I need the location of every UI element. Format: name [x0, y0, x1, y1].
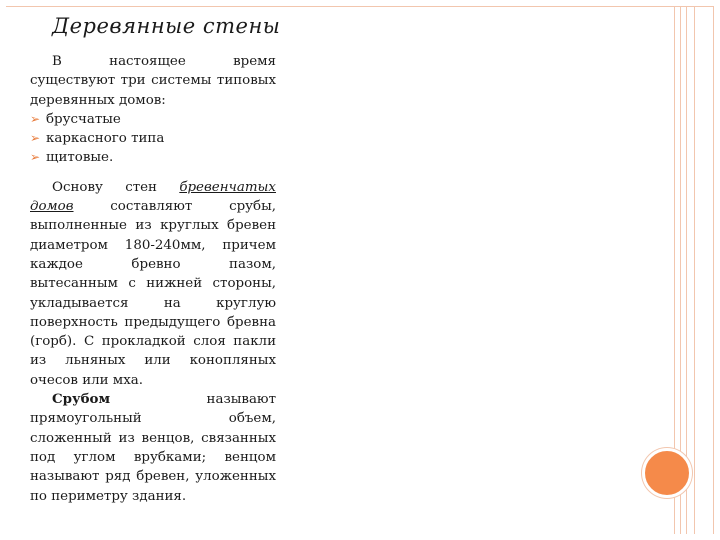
paragraph-text: называют прямоугольный объем, сложенный из венцов, связанных под углом врубками; венцом называют ряд бревен, уложенных по периметру здания.: [30, 392, 276, 504]
list-item: [30, 148, 276, 167]
bullet-list: [30, 110, 276, 168]
log-houses-link[interactable]: бревенчатых домов: [30, 179, 276, 215]
srub-paragraph: [30, 390, 276, 506]
paragraph-text: Основу стен: [52, 179, 180, 195]
list-item: [30, 110, 276, 129]
decorative-line: [686, 7, 687, 534]
log-houses-paragraph: [30, 178, 276, 390]
decorative-line: [694, 7, 695, 534]
list-item-label: каркасного типа: [46, 131, 165, 147]
arrowhead-bullet-icon: ➢: [30, 111, 41, 126]
slide-title: Деревянные стены: [52, 14, 281, 38]
list-item-label: щитовые.: [46, 150, 114, 166]
list-item: [30, 129, 276, 148]
paragraph-text: составляют срубы, выполненные из круглых бревен диаметром 180-240мм, причем каждое бревно пазом, вытесанным с нижней стороны, укладывается на круглую поверхность предыдущего бревна (горб). С прокладкой слоя пакли из льняных или конопляных очесов или мха.: [30, 199, 276, 388]
arrowhead-bullet-icon: ➢: [30, 131, 41, 146]
bold-term: Срубом: [52, 391, 111, 408]
decorative-circle: [642, 448, 692, 498]
intro-paragraph: В настоящее время существуют три системы типовых деревянных домов:: [30, 54, 276, 108]
list-item-label: брусчатые: [46, 111, 121, 127]
arrowhead-bullet-icon: ➢: [30, 150, 41, 165]
slide-body: [30, 52, 276, 506]
